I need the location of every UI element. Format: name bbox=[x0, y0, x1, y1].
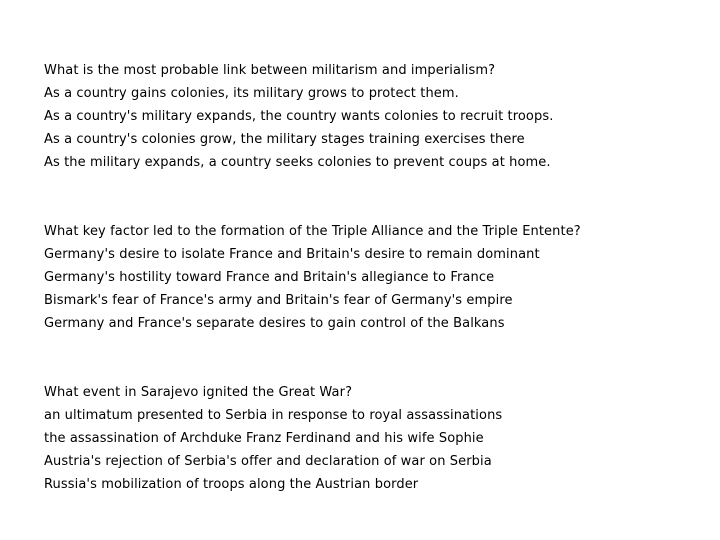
question-prompt: What key factor led to the formation of the Triple Alliance and the Triple Entente? bbox=[44, 224, 581, 239]
answer-option: Austria's rejection of Serbia's offer and declaration of war on Serbia bbox=[44, 454, 492, 469]
answer-option: Bismark's fear of France's army and Britain's fear of Germany's empire bbox=[44, 293, 513, 308]
question-prompt: What event in Sarajevo ignited the Great War? bbox=[44, 385, 353, 400]
answer-option: an ultimatum presented to Serbia in response to royal assassinations bbox=[44, 408, 503, 423]
answer-option: Germany's hostility toward France and Britain's allegiance to France bbox=[44, 270, 495, 285]
answer-option: As a country's military expands, the country wants colonies to recruit troops. bbox=[44, 109, 554, 124]
answer-option: Germany's desire to isolate France and Britain's desire to remain dominant bbox=[44, 247, 540, 262]
answer-option: the assassination of Archduke Franz Ferdinand and his wife Sophie bbox=[44, 431, 484, 446]
question-3 bbox=[44, 381, 704, 496]
answer-option: As the military expands, a country seeks colonies to prevent coups at home. bbox=[44, 155, 551, 170]
answer-option: As a country gains colonies, its military grows to protect them. bbox=[44, 86, 459, 101]
question-2 bbox=[44, 220, 704, 335]
answer-option: Russia's mobilization of troops along the Austrian border bbox=[44, 477, 419, 492]
quiz-document bbox=[44, 59, 704, 496]
question-prompt: What is the most probable link between militarism and imperialism? bbox=[44, 63, 496, 78]
answer-option: Germany and France's separate desires to gain control of the Balkans bbox=[44, 316, 505, 331]
answer-option: As a country's colonies grow, the military stages training exercises there bbox=[44, 132, 525, 147]
question-1 bbox=[44, 59, 704, 174]
